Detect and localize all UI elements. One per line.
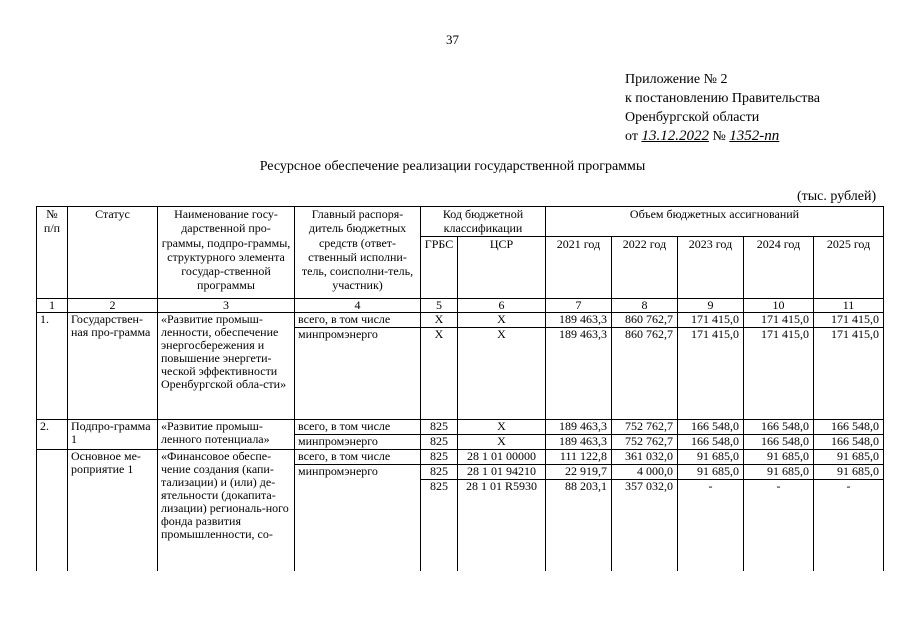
table-row: [37, 419, 884, 434]
header-num: № п/п: [37, 207, 68, 299]
row-value: 171 415,0: [814, 327, 884, 419]
row-value: 22 919,7: [546, 464, 612, 479]
row-value: 166 548,0: [744, 419, 814, 434]
row-value: 860 762,7: [612, 312, 678, 327]
appendix-block: [625, 70, 820, 146]
column-number: 9: [678, 298, 744, 312]
row-grbs: Х: [421, 312, 458, 327]
header-volume: Объем бюджетных ассигнований: [546, 207, 884, 237]
row-value: 91 685,0: [814, 449, 884, 464]
row-value: 189 463,3: [546, 312, 612, 327]
table-row: [37, 312, 884, 327]
row-value: 88 203,1: [546, 479, 612, 571]
column-number: 10: [744, 298, 814, 312]
from-label: от: [625, 129, 638, 144]
column-number: 4: [295, 298, 421, 312]
row-grbs: Х: [421, 327, 458, 419]
handwritten-date: 13.12.2022: [641, 128, 709, 144]
page-number: 37: [446, 32, 459, 47]
row-value: 91 685,0: [678, 449, 744, 464]
column-number: 7: [546, 298, 612, 312]
row-status: Государствен-ная про-грамма: [68, 312, 158, 419]
column-number: 5: [421, 298, 458, 312]
row-number: [37, 449, 68, 571]
row-value: 166 548,0: [744, 434, 814, 449]
column-number: 6: [458, 298, 546, 312]
row-manager: всего, в том числе: [295, 449, 421, 464]
row-value: 752 762,7: [612, 419, 678, 434]
row-csr: Х: [458, 312, 546, 327]
column-number: 2: [68, 298, 158, 312]
header-year: 2025 год: [814, 236, 884, 298]
header-manager: Главный распоря-дитель бюджетных средств (ответ-ственный исполни-тель, соисполни-тель, участник): [295, 207, 421, 299]
header-status: Статус: [68, 207, 158, 299]
appendix-line-3: Оренбургской области: [625, 110, 760, 125]
row-number: 1.: [37, 312, 68, 419]
appendix-date-line: [625, 127, 820, 146]
row-manager: минпромэнерго: [295, 464, 421, 571]
row-value: -: [678, 479, 744, 571]
row-value: -: [744, 479, 814, 571]
row-value: 91 685,0: [814, 464, 884, 479]
header-csr: ЦСР: [458, 236, 546, 298]
row-value: 752 762,7: [612, 434, 678, 449]
row-csr: 28 1 01 94210: [458, 464, 546, 479]
row-name: «Развитие промыш-ленности, обеспечение энергосбережения и повышение энергети-ческой эффективности Оренбургской обла-сти»: [158, 312, 295, 419]
units-label: (тыс. рублей): [797, 189, 877, 204]
row-value: 357 032,0: [612, 479, 678, 571]
row-value: 166 548,0: [678, 434, 744, 449]
row-value: 166 548,0: [814, 434, 884, 449]
row-value: 91 685,0: [744, 464, 814, 479]
row-grbs: 825: [421, 449, 458, 464]
header-code: Код бюджетной классификации: [421, 207, 546, 237]
column-number: 3: [158, 298, 295, 312]
row-manager: минпромэнерго: [295, 327, 421, 419]
row-grbs: 825: [421, 434, 458, 449]
handwritten-number: 1352-пп: [729, 128, 780, 144]
row-value: 171 415,0: [678, 327, 744, 419]
row-value: -: [814, 479, 884, 571]
row-status: Подпро-грамма 1: [68, 419, 158, 449]
row-grbs: 825: [421, 479, 458, 571]
row-value: 111 122,8: [546, 449, 612, 464]
header-year: 2021 год: [546, 236, 612, 298]
row-value: 171 415,0: [744, 312, 814, 327]
row-grbs: 825: [421, 419, 458, 434]
document-title: Ресурсное обеспечение реализации государственной программы: [259, 159, 646, 174]
column-number: 1: [37, 298, 68, 312]
row-value: 189 463,3: [546, 327, 612, 419]
row-csr: Х: [458, 434, 546, 449]
row-value: 860 762,7: [612, 327, 678, 419]
number-label: №: [712, 129, 726, 144]
row-value: 189 463,3: [546, 434, 612, 449]
row-csr: 28 1 01 R5930: [458, 479, 546, 571]
row-csr: Х: [458, 419, 546, 434]
row-value: 171 415,0: [678, 312, 744, 327]
row-value: 166 548,0: [678, 419, 744, 434]
row-number: 2.: [37, 419, 68, 449]
header-year: 2023 год: [678, 236, 744, 298]
row-value: 361 032,0: [612, 449, 678, 464]
row-csr: 28 1 01 00000: [458, 449, 546, 464]
header-grbs: ГРБС: [421, 236, 458, 298]
column-number: 8: [612, 298, 678, 312]
resource-table: [36, 206, 884, 571]
row-value: 171 415,0: [814, 312, 884, 327]
row-value: 91 685,0: [678, 464, 744, 479]
table-row: [37, 449, 884, 464]
row-csr: Х: [458, 327, 546, 419]
row-manager: всего, в том числе: [295, 419, 421, 434]
row-grbs: 825: [421, 464, 458, 479]
appendix-line-2: к постановлению Правительства: [625, 91, 821, 106]
header-year: 2024 год: [744, 236, 814, 298]
row-value: 91 685,0: [744, 449, 814, 464]
row-value: 166 548,0: [814, 419, 884, 434]
row-value: 171 415,0: [744, 327, 814, 419]
row-manager: всего, в том числе: [295, 312, 421, 327]
header-name: Наименование госу-дарственной про-граммы, подпро-граммы, структурного элемента государ-ственной программы: [158, 207, 295, 299]
row-name: «Развитие промыш-ленного потенциала»: [158, 419, 295, 449]
row-status: Основное ме-роприятие 1: [68, 449, 158, 571]
row-value: 4 000,0: [612, 464, 678, 479]
appendix-line-1: Приложение № 2: [625, 72, 728, 87]
row-value: 189 463,3: [546, 419, 612, 434]
row-name: «Финансовое обеспе-чение создания (капи-тализации) и (или) де-ятельности (докапита-лизации) региональ-ного фонда развития промышленности, со-: [158, 449, 295, 571]
row-manager: минпромэнерго: [295, 434, 421, 449]
column-number: 11: [814, 298, 884, 312]
header-year: 2022 год: [612, 236, 678, 298]
